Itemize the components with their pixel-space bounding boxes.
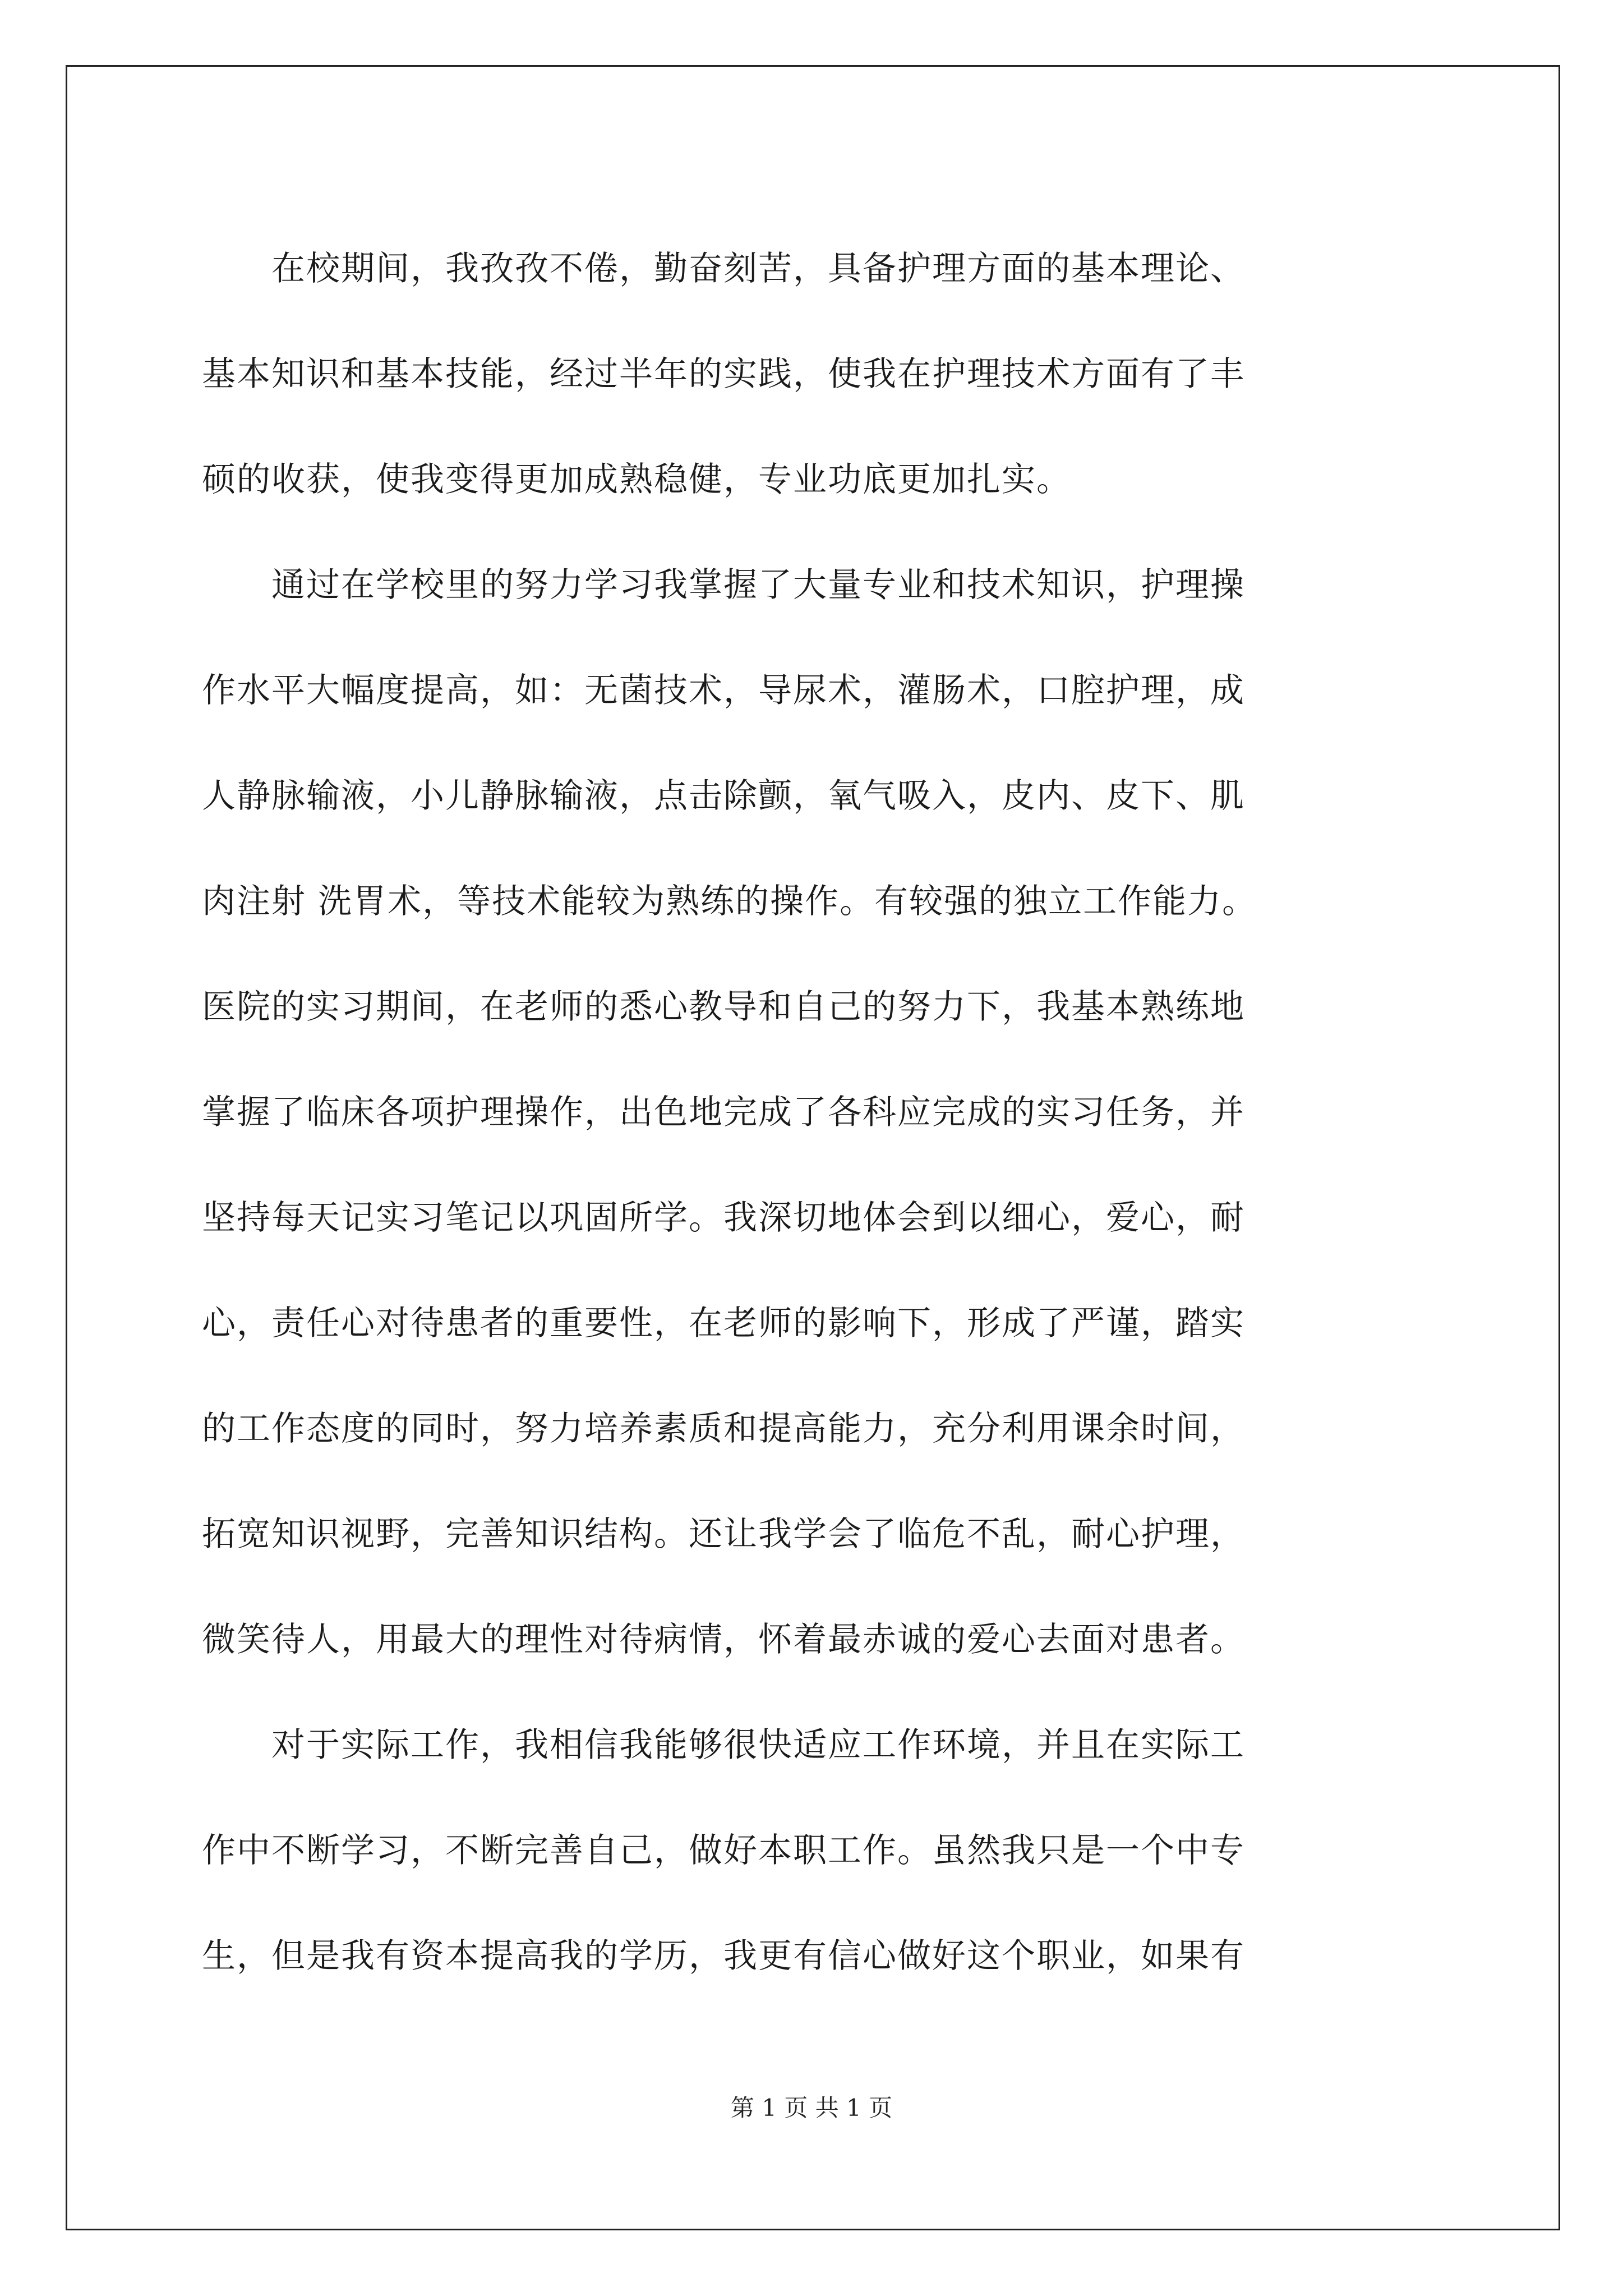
text-line: 医院的实习期间，在老师的悉心教导和自己的努力下，我基本熟练地 bbox=[202, 987, 1245, 1027]
text-line: 生，但是我有资本提高我的学历，我更有信心做好这个职业，如果有 bbox=[202, 1936, 1245, 1976]
text-line: 拓宽知识视野，完善知识结构。还让我学会了临危不乱，耐心护理， bbox=[202, 1515, 1245, 1554]
text-line: 微笑待人，用最大的理性对待病情，怀着最赤诚的爱心去面对患者。 bbox=[202, 1620, 1245, 1659]
text-line: 作水平大幅度提高，如：无菌技术，导尿术，灌肠术，口腔护理，成 bbox=[202, 671, 1245, 710]
text-line: 心，责任心对待患者的重要性，在老师的影响下，形成了严谨，踏实 bbox=[202, 1304, 1245, 1343]
text-line: 人静脉输液，小儿静脉输液，点击除颤，氧气吸入，皮内、皮下、肌 bbox=[202, 776, 1245, 816]
text-line: 在校期间，我孜孜不倦，勤奋刻苦，具备护理方面的基本理论、 bbox=[202, 249, 1245, 288]
text-line: 通过在学校里的努力学习我掌握了大量专业和技术知识，护理操 bbox=[202, 565, 1245, 605]
text-line: 掌握了临床各项护理操作，出色地完成了各科应完成的实习任务，并 bbox=[202, 1093, 1245, 1132]
text-line: 基本知识和基本技能，经过半年的实践，使我在护理技术方面有了丰 bbox=[202, 355, 1245, 394]
page-number: 第 1 页 共 1 页 bbox=[730, 2094, 893, 2122]
text-line: 的工作态度的同时，努力培养素质和提高能力，充分利用课余时间， bbox=[202, 1409, 1245, 1448]
text-line: 作中不断学习，不断完善自己，做好本职工作。虽然我只是一个中专 bbox=[202, 1831, 1245, 1870]
document-body bbox=[202, 216, 1436, 2009]
text-line: 坚持每天记实习笔记以巩固所学。我深切地体会到以细心，爱心，耐 bbox=[202, 1198, 1245, 1237]
text-line: 硕的收获，使我变得更加成熟稳健，专业功底更加扎实。 bbox=[202, 460, 1071, 499]
page-footer bbox=[0, 2090, 1623, 2123]
text-line: 肉注射 洗胃术，等技术能较为熟练的操作。有较强的独立工作能力。 bbox=[202, 882, 1257, 921]
text-line: 对于实际工作，我相信我能够很快适应工作环境，并且在实际工 bbox=[202, 1726, 1245, 1765]
